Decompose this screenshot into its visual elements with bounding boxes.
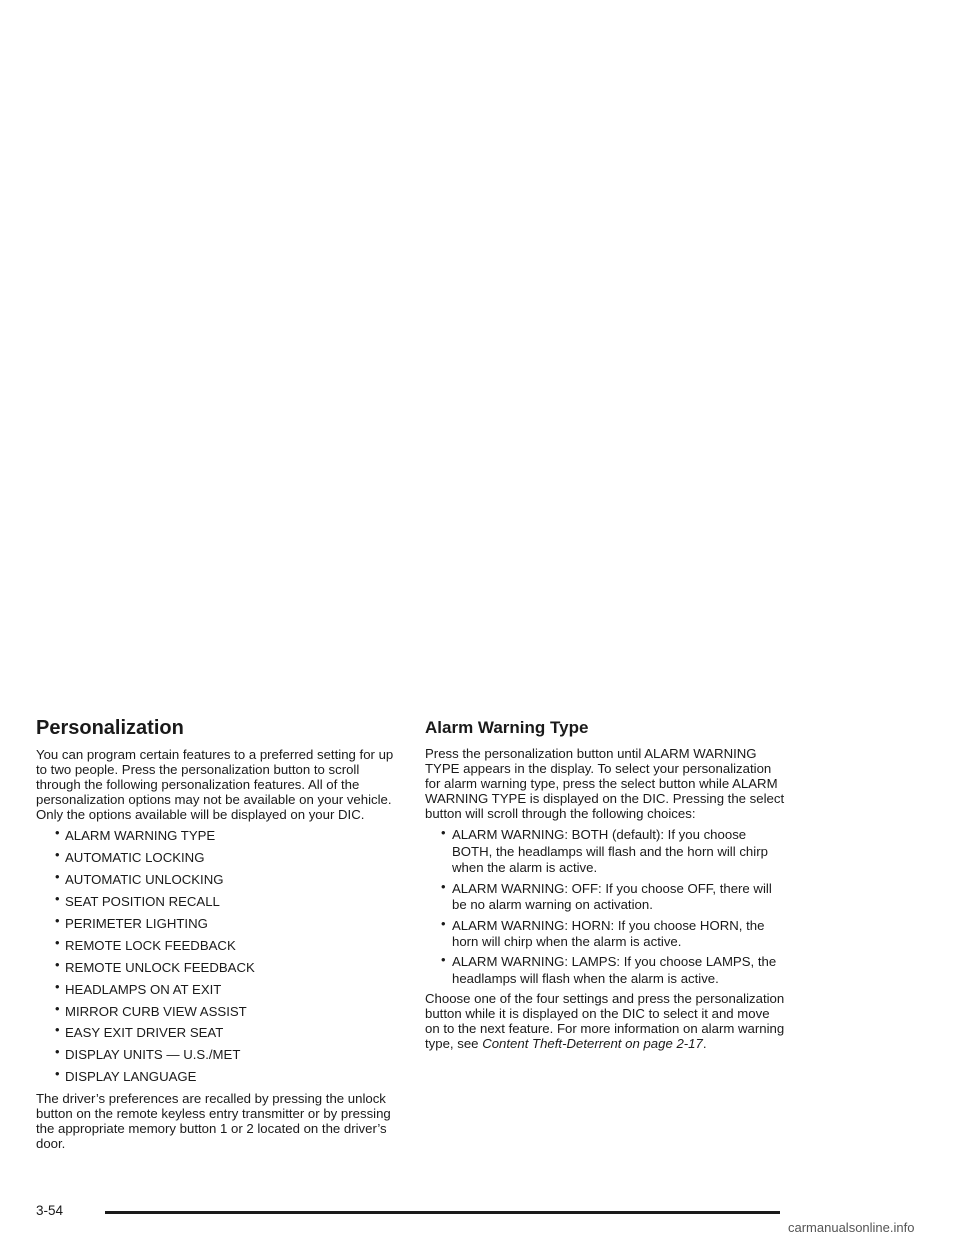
list-item: • MIRROR CURB VIEW ASSIST [55,1000,247,1019]
alarm-warning-section [425,718,785,1052]
bullet-icon: • [55,1000,60,1016]
bullet-icon: • [55,1044,60,1060]
watermark: carmanualsonline.info [788,1220,915,1235]
bullet-icon: • [55,825,60,841]
list-item: • DISPLAY LANGUAGE [55,1066,197,1085]
bullet-icon: • [55,847,60,863]
alarm-warning-heading: Alarm Warning Type [425,718,589,737]
personalization-feature-list [36,825,396,1085]
list-item: • AUTOMATIC UNLOCKING [55,869,224,888]
bullet-icon: • [55,913,60,929]
bullet-icon: • [55,934,60,950]
list-item: • ALARM WARNING: BOTH (default): If you choose BOTH, the headlamps will flash and the horn will chirp when the alarm is active. [441,825,768,876]
list-item: • SEAT POSITION RECALL [55,891,220,910]
bullet-icon: • [441,915,446,931]
alarm-choice-list [425,827,785,987]
personalization-outro: The driver’s preferences are recalled by pressing the unlock button on the remote keyless entry transmitter or by pressing the appropriate memory button 1 or 2 located on the driver’s door. [36,1091,391,1152]
list-item: • ALARM WARNING: LAMPS: If you choose LAMPS, the headlamps will flash when the alarm is active. [441,952,777,986]
personalization-intro: You can program certain features to a preferred setting for up to two people. Press the personalization button to scroll through the following personalization features. All of the personalization options may not be available on your vehicle. Only the options available will be displayed on your DIC. [36,747,394,823]
alarm-warning-outro: Choose one of the four settings and press the personalization button while it is displayed on the DIC to select it and move on to the next feature. For more information on alarm warning type, see Content Theft-Deterrent on page 2-17. [425,991,785,1052]
bullet-icon: • [441,952,446,968]
list-item: • ALARM WARNING: HORN: If you choose HORN, the horn will chirp when the alarm is active. [441,915,765,949]
bullet-icon: • [55,1022,60,1038]
alarm-warning-intro: Press the personalization button until ALARM WARNING TYPE appears in the display. To select your personalization for alarm warning type, press the select button while ALARM WARNING TYPE is displayed on the DIC. Pressing the select button will scroll through the following choices: [425,746,785,822]
list-item: • ALARM WARNING TYPE [55,825,216,844]
bullet-icon: • [55,978,60,994]
list-item: • PERIMETER LIGHTING [55,913,208,932]
bullet-icon: • [55,891,60,907]
bullet-icon: • [441,878,446,894]
page-number: 3-54 [36,1203,64,1218]
list-item: • HEADLAMPS ON AT EXIT [55,978,222,997]
bullet-icon: • [55,1066,60,1082]
personalization-heading: Personalization [36,717,184,739]
bullet-icon: • [55,956,60,972]
list-item: • ALARM WARNING: OFF: If you choose OFF, there will be no alarm warning on activation. [441,878,772,913]
list-item: • AUTOMATIC LOCKING [55,847,205,866]
personalization-section [36,716,396,1152]
list-item: • REMOTE LOCK FEEDBACK [55,934,236,953]
list-item: • EASY EXIT DRIVER SEAT [55,1022,224,1041]
list-item: • REMOTE UNLOCK FEEDBACK [55,956,255,975]
bullet-icon: • [441,825,446,841]
bullet-icon: • [55,869,60,885]
cross-reference-link[interactable]: Content Theft-Deterrent on page 2-17 [482,1036,703,1052]
footer-rule [105,1211,780,1214]
list-item: • DISPLAY UNITS — U.S./MET [55,1044,241,1063]
